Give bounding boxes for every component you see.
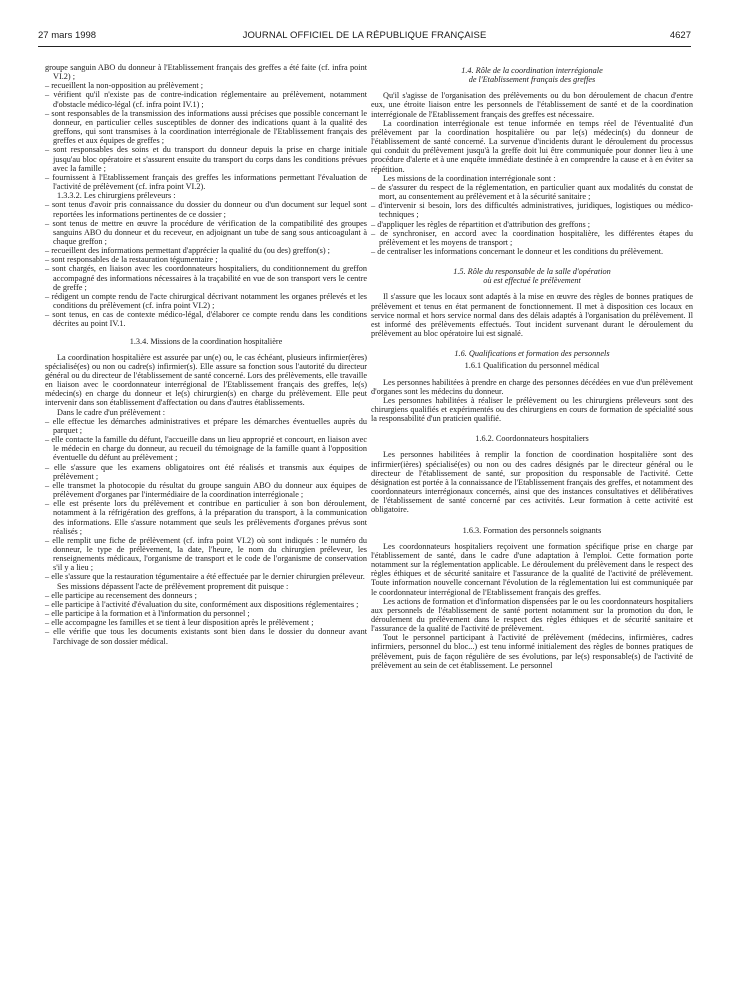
paragraph: Dans le cadre d'un prélèvement :: [57, 407, 166, 417]
list-item: – rédigent un compte rendu de l'acte chirurgical décrivant notamment les organes prélevés et les conditions du prélèvement (cf. infra point VI.2) ;: [45, 291, 367, 311]
issue-date: 27 mars 1998: [38, 30, 97, 41]
list-item: – elle transmet la photocopie du résultat du groupe sanguin ABO du donneur aux équipes de prélèvement d'organes par l'intermédiaire de la coordination interrégionale ;: [45, 480, 367, 500]
paragraph: La coordination interrégionale est tenue informée en temps réel de l'éventualité d'un prélèvement par la coordination hospitalière ou par le(s) médecin(s) du donneur de l'établissement de santé concerné. La survenue d'incidents durant le déroulement du processus qui conduit du prélèvement jusqu'à la greffe doit lui être communiquée pour donner lieu à une procédure d'alerte et à une enquête immédiate destinée à en comprendre la cause et à en éviter sa répétition.: [371, 118, 693, 174]
section-1-3-3-2: 1.3.3.2. Les chirurgiens préleveurs :: [57, 191, 176, 201]
list-item: – elle vérifie que tous les documents existants sont bien dans le dossier du donneur avant l'archivage de son dossier médical.: [45, 627, 367, 646]
list-item: – sont tenus de mettre en œuvre la procédure de vérification de la compatibilité des groupes sanguins ABO du donneur et du receveur, en adjoignant un tube de sang sous anticoagulant à chaque greffon ;: [45, 218, 367, 246]
list-item: – elle participe au recensement des donneurs ;: [45, 590, 197, 600]
list-item: – fournissent à l'Etablissement français des greffes les informations permettant l'évaluation de l'activité de prélèvement (cf. infra point VI.2).: [45, 172, 367, 192]
paragraph: Les missions de la coordination interrégionale sont :: [383, 173, 556, 183]
list-item: groupe sanguin ABO du donneur à l'Etablissement français des greffes a été faite (cf. infra point VI.2) ;: [45, 63, 367, 82]
paragraph: Les coordonnateurs hospitaliers reçoivent une formation spécifique prise en charge par l'établissement de santé, dans le cadre d'une adaptation à l'emploi. Cette formation porte notamment sur la réglementation applicable. Le déroulement du prélèvement dans le respect des règles éthiques et de sécurité sanitaire et l'assurance de la qualité de l'activité de prélèvement. Toute information nouvelle concernant l'évolution de la réglementation lui est communiquée par le coordonnateur interrégional de l'Etablissement français des greffes.: [371, 541, 693, 597]
list-item: – sont chargés, en liaison avec les coordonnateurs hospitaliers, du conditionnement du greffon accompagné des informations nécessaires à la traçabilité en vue de son transport vers le centre de greffe ;: [45, 264, 367, 292]
paragraph: Les personnes habilitées à remplir la fonction de coordination hospitalière sont des infirmier(ières) spécialisé(es) ou non ou des cadres désignés par le directeur général ou le directeur de l'établissement de santé, sur proposition du responsable de l'activité. Cette désignation est portée à la connaissance de l'Etablissement français des greffes, et notamment des coordonnateurs interrégionaux concernés, ainsi que des instances consultatives et délibératives de l'établissement de santé concerné par ces activités. Leur formation à cette activité est obligatoire.: [371, 450, 693, 515]
heading-1-5-line2: où est effectué le prélèvement: [483, 276, 581, 286]
list-item: – de s'assurer du respect de la réglementation, en particulier quant aux modalités du constat de mort, au consentement au prélèvement et à la sécurité sanitaire ;: [371, 182, 693, 202]
list-coordination-missions: [45, 417, 367, 582]
list-item: – elle contacte la famille du défunt, l'accueille dans un lieu approprié et concourt, en liaison avec le médecin en charge du donneur, au recueil du témoignage de la famille quant à l'opposition éventuelle du défunt au prélèvement ;: [45, 435, 367, 463]
heading-1-5-line1: 1.5. Rôle du responsable de la salle d'opération: [453, 267, 611, 277]
list-item: – vérifient qu'il n'existe pas de contre-indication réglementaire au prélèvement, notamment d'obstacle médico-légal (cf. infra point IV.1) ;: [45, 90, 367, 109]
paragraph: Il s'assure que les locaux sont adaptés à la mise en œuvre des règles de bonnes pratiques de prélèvement et tenus en état permanent de fonctionnement. Il met à disposition ces locaux en service normal et hors service normal dans des délais adaptés à l'organisation du prélèvement. Il est informé des prélèvements effectués. Tout incident survenant durant le déroulement du prélèvement au bloc opératoire lui est signalé.: [371, 292, 693, 339]
list-item: – d'appliquer les règles de répartition et d'attribution des greffons ;: [371, 219, 591, 229]
paragraph: Ses missions dépassent l'acte de prélèvement proprement dit puisque :: [57, 581, 289, 591]
page-number: 4627: [669, 30, 691, 41]
list-item: – recueillent des informations permettant d'apprécier la qualité du (ou des) greffon(s) ;: [45, 246, 330, 256]
heading-1-5: [371, 267, 693, 285]
list-item: – elle s'assure que la restauration tégumentaire a été effectuée par le dernier chirurgien préleveur.: [45, 572, 365, 582]
page-header: [38, 30, 691, 44]
list-coordination-extra: [45, 591, 367, 646]
list-item: – sont responsables de la restauration tégumentaire ;: [45, 255, 218, 265]
paragraph: Les actions de formation et d'information dispensées par le ou les coordonnateurs hospitaliers aux personnels de l'établissement de santé portent notamment sur la promotion du don, le déroulement du prélèvement dans le respect des règles éthiques et de sécurité sanitaire et l'assurance de la qualité de l'activité de prélèvement.: [371, 596, 693, 634]
list-item: – elle effectue les démarches administratives et prépare les démarches éventuelles auprès du parquet ;: [45, 416, 367, 435]
list-item: – d'intervenir si besoin, lors des difficultés administratives, juridiques, logistiques ou médico-techniques ;: [371, 201, 693, 220]
left-column: [45, 63, 367, 646]
paragraph: Les personnes habilitées à prendre en charge des personnes décédées en vue d'un prélèvement d'organes sont les médecins du donneur.: [371, 377, 693, 396]
list-item: – elle s'assure que les examens obligatoires ont été réalisés et transmis aux équipes de prélèvement ;: [45, 462, 367, 481]
list-item: – elle est présente lors du prélèvement et contribue en particulier à son bon déroulement, notamment à la réfrigération des greffons, à la préparation du transport, à la communication des informations. Elle s'assure notamment que seuls les prélèvements d'organes prévus sont réalisés ;: [45, 499, 367, 536]
paragraph: La coordination hospitalière est assurée par un(e) ou, le cas échéant, plusieurs infirmier(ères) spécialisé(es) ou non ou cadre(s) infirmier(s). Elle assure sa fonction sous l'autorité du directeur général ou du directeur de l'établissement de santé concerné. Lors des prélèvements, elle travaille en liaison avec le coordonnateur interrégional de l'Etablissement français des greffes, le(s) médecin(s) en charge du donneur et le(s) chirurgien(s) en charge du prélèvement. Elle peut intervenir dans son établissement d'affectation ou dans d'autres établissements.: [45, 352, 367, 408]
list-item: – sont responsables de la transmission des informations aussi précises que possible concernant le donneur, en particulier celles susceptibles de donner des indications quant à la qualité des greffons, qui sont transmises à la coordination interrégionale de l'Etablissement français des greffes et aux équipes de greffes ;: [45, 108, 367, 146]
list-item: – de centraliser les informations concernant le donneur et les conditions du prélèvement.: [371, 246, 664, 256]
list-item: – sont tenus d'avoir pris connaissance du dossier du donneur ou d'un document sur lequel sont reportées les informations pertinentes de ce dossier ;: [45, 200, 367, 219]
list-item: – elle participe à la formation et à l'information du personnel ;: [45, 609, 250, 619]
list-responsibilities-medecins: [45, 63, 367, 191]
heading-1-6: 1.6. Qualifications et formation des personnels: [454, 349, 610, 359]
heading-1-3-4: 1.3.4. Missions de la coordination hospitalière: [129, 336, 283, 346]
heading-1-4: [371, 66, 693, 84]
list-chirurgiens: [45, 200, 367, 328]
heading-1-4-line1: 1.4. Rôle de la coordination interrégionale: [461, 66, 603, 75]
list-item: – elle participe à l'activité d'évaluation du site, conformément aux dispositions réglementaires ;: [45, 599, 359, 609]
list-item: – recueillent la non-opposition au prélèvement ;: [45, 81, 204, 91]
list-item: – sont tenus, en cas de contexte médico-légal, d'élaborer ce compte rendu dans les conditions décrites au point IV.1.: [45, 310, 367, 329]
list-interregional-missions: [371, 183, 693, 256]
heading-1-6-1: 1.6.1 Qualification du personnel médical: [464, 361, 600, 371]
list-item: – elle accompagne les familles et se tient à leur disposition après le prélèvement ;: [45, 618, 314, 628]
journal-title: JOURNAL OFFICIEL DE LA RÉPUBLIQUE FRANÇAISE: [242, 30, 487, 41]
paragraph: Les personnes habilitées à réaliser le prélèvement ou les chirurgiens préleveurs sont des chirurgiens qualifiés et expérimentés ou des chirurgiens en cours de formation de spécialité sous la responsabilité d'un praticien qualifié.: [371, 395, 693, 424]
header-rule: [38, 46, 691, 47]
heading-1-6-2: 1.6.2. Coordonnateurs hospitaliers: [475, 434, 589, 444]
list-item: – sont responsables des soins et du transport du donneur depuis la prise en charge initiale jusqu'au bloc opératoire et s'assurent ensuite du transport du corps dans les conditions prévues avec la famille ;: [45, 145, 367, 173]
list-item: – elle remplit une fiche de prélèvement (cf. infra point VI.2) où sont indiqués : le numéro du donneur, le type de prélèvement, la date, l'heure, le nom du chirurgien préleveur, les renseignements médicaux, l'organisme de transport et le code de l'organisme de conservation s'il y a lieu ;: [45, 535, 367, 573]
heading-1-4-line2: de l'Etablissement français des greffes: [468, 75, 596, 85]
heading-1-6-3: 1.6.3. Formation des personnels soignants: [462, 525, 602, 535]
right-column: [371, 63, 693, 670]
paragraph: Tout le personnel participant à l'activité de prélèvement (médecins, infirmières, cadres infirmiers, personnel du bloc...) est tenu informé initialement des règles de bonnes pratiques de prélèvement, puis de façon régulière de ses évolutions, par le(s) responsable(s) de l'activité de prélèvement au sein de cet établissement. Le personnel: [371, 633, 693, 670]
paragraph: Qu'il s'agisse de l'organisation des prélèvements ou du bon déroulement de chacun d'entre eux, une étroite liaison entre les personnels de l'établissement de santé et de la coordination interrégionale de l'Etablissement français des greffes est nécessaire.: [371, 91, 693, 119]
list-item: – de synchroniser, en accord avec la coordination hospitalière, les différentes étapes du prélèvement et les moyens de transport ;: [371, 228, 693, 247]
